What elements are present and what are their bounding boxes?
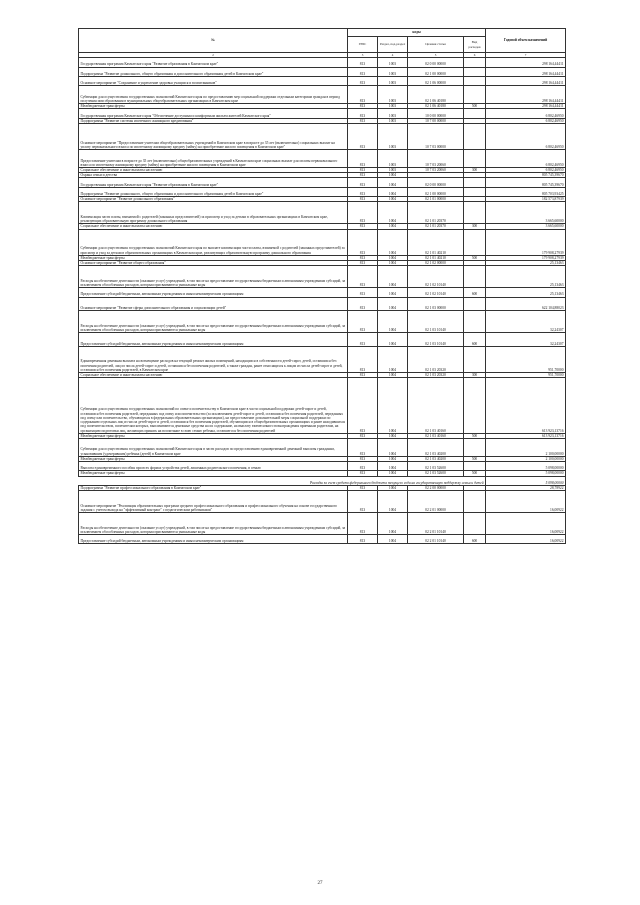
col-num: 2 [79,53,348,58]
row-vr-cell: 300 [464,167,486,172]
note-text: Расходы за счет средств федерального бюджета текущего года на государственную поддержку семьи и детей [310,480,484,485]
row-vr-cell [464,109,486,118]
row-razdel-cell: 1004 [378,372,408,377]
row-razdel-cell: 1004 [378,260,408,265]
row-cs-cell: 10 7 03 00000 [408,123,464,149]
col-num: 4 [378,53,408,58]
row-cs-cell: 10 7 03 20060 [408,150,464,168]
row-sum-cell: 182 573,87939 [486,197,566,202]
row-cs-cell: 02 1 02 10140 [408,288,464,297]
row-sum-cell: 6 802,46950 [486,109,566,118]
row-razdel-cell: 1004 [378,224,408,229]
row-sum-cell: 951,70000 [486,372,566,377]
row-razdel-cell: 1003 [378,86,408,104]
row-cs-cell: 02 1 03 20320 [408,346,464,372]
row-grbs-cell: 813 [348,346,378,372]
row-razdel-cell: 1004 [378,346,408,372]
row-vr-cell [464,67,486,76]
row-sum-cell: 622 104,88023 [486,297,566,311]
row-razdel-cell: 1004 [378,255,408,260]
row-sum-cell: 298 164,44411 [486,58,566,67]
row-razdel-cell: 1003 [378,123,408,149]
table-row [79,535,566,544]
row-grbs-cell: 813 [348,372,378,377]
row-razdel-cell: 1004 [378,438,408,456]
row-sum-cell: 298 164,44411 [486,86,566,104]
row-razdel-cell: 1004 [378,173,408,178]
table-row [79,109,566,118]
row-name-cell: Подпрограмма "Развитие профессионального образования в Камчатском крае" [79,485,348,490]
header-num: № [79,29,348,53]
row-sum-cell: 6 802,46950 [486,167,566,172]
row-name-cell: Выплата единовременного пособия при всех формах устройства детей, лишенных родительского попечения, в семью [79,461,348,470]
row-sum-cell: 179 908,27939 [486,255,566,260]
row-grbs-cell: 813 [348,297,378,311]
row-cs-cell: 02 1 03 00000 [408,297,464,311]
header-razdel: Раздел, под-раздел [378,37,408,53]
row-grbs-cell: 813 [348,378,378,434]
row-razdel-cell: 1004 [378,187,408,196]
table-row [79,76,566,85]
note-row [79,476,566,485]
row-name-cell: Субвенции для осуществления государственных полномочий Камчатского края по выплате компенсации части платы, взимаемой с родителей (законных представителей) за присмотр и уход за детьми в образовательных организациях в Камчатском крае, реализующих образовательную программу дошкольного образования [79,229,348,255]
table-header [79,29,566,58]
note-value: 5 098,00000 [486,476,566,485]
row-cs-cell: 02 2 01 00000 [408,491,464,513]
row-grbs-cell: 813 [348,229,378,255]
header-total: Годовой объем назначений [486,29,566,53]
row-grbs-cell: 813 [348,471,378,476]
row-name-cell: Субвенции для осуществления государственных полномочий по опеке и попечительству в Камчатском крае в части социальной поддержки детей-сирот и детей, оставшихся без попечения родителей, переданных под опеку или попечительство (за исключением детей-сирот и детей, оставшихся без попечения родителей, переданных под опеку или попечительство, обучающихся в федеральных образовательных организациях), на предоставление дополнительной меры социальной поддержки по содержанию отдельных лиц из числа детей-сирот и детей, оставшихся без попечения родителей, обучающихся в общеобразовательных организациях и ранее находившихся под попечительством, попечителям которых, выплачиваются денежные средства на их содержание, на выплату ежемесячного вознаграждения приемным родителям, на организацию подготовки лиц, желающих принять на воспитание в свою семью ребенка, оставшегося без попечения родителей [79,378,348,434]
row-razdel-cell: 1004 [378,535,408,544]
row-vr-cell: 500 [464,433,486,438]
row-grbs-cell: 813 [348,86,378,104]
row-razdel-cell: 1003 [378,58,408,67]
row-razdel-cell: 1003 [378,150,408,168]
row-name-cell: Предоставление субсидий бюджетным, автономным учреждениям и иным некоммерческим организациям [79,333,348,347]
row-razdel-cell: 1003 [378,104,408,109]
row-name-cell: Социальное обеспечение и иные выплаты населению [79,372,348,377]
row-vr-cell [464,438,486,456]
row-grbs-cell: 813 [348,202,378,224]
row-grbs-cell: 813 [348,461,378,470]
row-cs-cell: 02 2 01 10140 [408,513,464,535]
row-grbs-cell: 813 [348,67,378,76]
row-grbs-cell: 813 [348,173,378,178]
row-vr-cell [464,229,486,255]
row-grbs-cell: 813 [348,150,378,168]
row-vr-cell [464,86,486,104]
row-cs-cell: 02 1 06 40180 [408,86,464,104]
row-grbs-cell: 813 [348,485,378,490]
row-razdel-cell: 1003 [378,167,408,172]
row-vr-cell [464,513,486,535]
row-razdel-cell: 1004 [378,178,408,187]
row-vr-cell [464,187,486,196]
row-name-cell: Межбюджетные трансферты [79,433,348,438]
table-row [79,178,566,187]
row-sum-cell: 25,13463 [486,260,566,265]
row-name-cell: Основное мероприятие "Предоставление учителям общеобразовательных учреждений в Камчатском крае в возрасте до 35 лет (включительно) социальных выплат на уплату первоначального взноса по ипотечному жилищному кредиту (займу) на приобретение жилого помещения в Камчатском крае" [79,123,348,149]
row-cs-cell: 02 1 02 00000 [408,260,464,265]
row-razdel-cell: 1004 [378,471,408,476]
row-sum-cell: 805 703,93425 [486,187,566,196]
row-cs-cell: 02 1 01 20370 [408,224,464,229]
budget-table [78,28,566,544]
row-vr-cell [464,491,486,513]
row-vr-cell [464,202,486,224]
row-vr-cell: 500 [464,255,486,260]
row-name-cell: Основное мероприятие "Развитие дошкольного образования" [79,197,348,202]
row-sum-cell: 5 098,00000 [486,471,566,476]
row-grbs-cell: 813 [348,123,378,149]
row-sum-cell: 3 665,60000 [486,224,566,229]
table-row [79,187,566,196]
row-vr-cell: 500 [464,104,486,109]
row-vr-cell: 600 [464,333,486,347]
row-cs-cell: 02 1 03 10140 [408,333,464,347]
row-grbs-cell: 813 [348,438,378,456]
row-razdel-cell: 1004 [378,456,408,461]
row-vr-cell [464,178,486,187]
row-vr-cell [464,297,486,311]
table-row [79,123,566,149]
row-sum-cell: 2 100,00000 [486,456,566,461]
row-cs-cell: 02 1 01 40210 [408,229,464,255]
row-razdel-cell: 1004 [378,229,408,255]
row-name-cell: Государственная программа Камчатского края "Обеспечение доступным и комфортным жильем жителей Камчатского края" [79,109,348,118]
row-razdel-cell: 1004 [378,202,408,224]
row-razdel-cell: 1003 [378,109,408,118]
row-razdel-cell: 1004 [378,491,408,513]
row-sum-cell: 6 802,46950 [486,123,566,149]
col-num: 7 [486,53,566,58]
row-grbs-cell: 813 [348,288,378,297]
row-cs-cell: 02 2 00 00000 [408,485,464,490]
row-cs-cell: 02 1 03 20320 [408,372,464,377]
row-grbs-cell: 813 [348,266,378,288]
row-cs-cell: 02 1 03 10140 [408,311,464,333]
row-cs-cell: 02 1 03 40200 [408,456,464,461]
table-row [79,202,566,224]
row-name-cell: Межбюджетные трансферты [79,456,348,461]
row-vr-cell: 600 [464,288,486,297]
row-grbs-cell: 813 [348,178,378,187]
row-cs-cell: 02 1 03 40160 [408,433,464,438]
row-vr-cell: 500 [464,456,486,461]
row-sum-cell: 6 802,46950 [486,118,566,123]
table-row [79,67,566,76]
table-row [79,346,566,372]
row-cs-cell: 02 0 00 00000 [408,178,464,187]
row-sum-cell: 16,00922 [486,513,566,535]
row-vr-cell [464,461,486,470]
row-sum-cell: 805 745,39670 [486,173,566,178]
row-name-cell: Подпрограмма "Развитие системы ипотечного жилищного кредитования" [79,118,348,123]
table-row [79,297,566,311]
row-cs-cell: 02 1 03 40160 [408,378,464,434]
row-grbs-cell: 813 [348,513,378,535]
row-name-cell: Основное мероприятие "Сохранение и укрепление здоровья учащихся и воспитанников" [79,76,348,85]
row-cs-cell: 02 1 01 00000 [408,197,464,202]
row-name-cell: Предоставление субсидий бюджетным, автономным учреждениям и иным некоммерческим организациям [79,535,348,544]
row-cs-cell: 02 2 01 10140 [408,535,464,544]
row-name-cell: Субвенции для осуществления государственных полномочий Камчатского края по предоставлению мер социальной поддержки отдельным категориям граждан в период получения ими образования в муниципальных общеобразовательных организациях в Камчатском крае [79,86,348,104]
row-vr-cell: 300 [464,372,486,377]
row-grbs-cell: 813 [348,187,378,196]
row-sum-cell: 179 908,27939 [486,229,566,255]
row-vr-cell [464,346,486,372]
row-grbs-cell: 813 [348,104,378,109]
table-row [79,288,566,297]
row-razdel-cell: 1004 [378,297,408,311]
row-cs-cell: 02 1 03 52600 [408,461,464,470]
header-vr: Вид расходов [464,37,486,53]
row-razdel-cell: 1004 [378,485,408,490]
row-name-cell: Основное мероприятие "Реализация образовательных программ среднего профессионального образования и профессионального обучения на основе государственного задания с учетом выхода на "эффективный контракт" с педагогическим работниками" [79,491,348,513]
row-grbs-cell: 813 [348,118,378,123]
row-razdel-cell: 1004 [378,333,408,347]
row-name-cell: Предоставление учителям в возрасте до 35 лет (включительно) общеобразовательных учреждений в Камчатском крае социальных выплат для оплаты первоначального взноса по ипотечному жилищному кредиту (займу) на приобретение жилого помещения в Камчатском крае [79,150,348,168]
row-sum-cell: 298 164,44411 [486,104,566,109]
row-vr-cell [464,266,486,288]
row-razdel-cell: 1004 [378,433,408,438]
row-name-cell: Охрана семьи и детства [79,173,348,178]
row-name-cell: Единовременная денежная выплата на возмещение расходов на текущий ремонт жилых помещений, находящихся в собственности детей-сирот, детей, оставшихся без попечения родителей, лиц из числа детей-сирот и детей, оставшихся без попечения родителей, а также граждан, ранее относящихся к лицам из числа детей-сирот и детей, оставшихся без попечения родителей, в Камчатском крае [79,346,348,372]
row-grbs-cell: 813 [348,197,378,202]
row-cs-cell: 02 1 03 52600 [408,471,464,476]
row-sum-cell: 2 100,00000 [486,438,566,456]
row-sum-cell: 613 923,13716 [486,378,566,434]
row-grbs-cell: 813 [348,491,378,513]
row-grbs-cell: 813 [348,535,378,544]
row-razdel-cell: 1004 [378,266,408,288]
row-name-cell: Компенсация части платы, взимаемой с родителей (законных представителей) за присмотр и уход за детьми в образовательных организациях в Камчатском крае, реализующих образовательную программу дошкольного образования [79,202,348,224]
row-name-cell: Социальное обеспечение и иные выплаты населению [79,224,348,229]
row-razdel-cell: 1004 [378,197,408,202]
row-sum-cell: 28,78922 [486,485,566,490]
row-sum-cell: 298 164,44411 [486,67,566,76]
row-name-cell: Межбюджетные трансферты [79,471,348,476]
row-grbs-cell: 813 [348,224,378,229]
row-sum-cell: 5 098,00000 [486,461,566,470]
row-grbs-cell: 813 [348,255,378,260]
row-cs-cell: 02 1 06 40180 [408,104,464,109]
row-grbs-cell: 813 [348,260,378,265]
row-name-cell: Подпрограмма "Развитие дошкольного, общего образования и дополнительного образования детей в Камчатском крае" [79,67,348,76]
row-razdel-cell: 1004 [378,513,408,535]
row-sum-cell: 25,13463 [486,288,566,297]
row-name-cell: Подпрограмма "Развитие дошкольного, общего образования и дополнительного образования детей в Камчатском крае" [79,187,348,196]
row-sum-cell: 6 802,46950 [486,150,566,168]
col-num: 3 [348,53,378,58]
row-cs-cell: 02 1 06 00000 [408,76,464,85]
row-cs-cell: 02 1 03 40200 [408,438,464,456]
row-name-cell: Основное мероприятие "Развитие общего образования" [79,260,348,265]
row-vr-cell: 500 [464,471,486,476]
row-razdel-cell: 1004 [378,461,408,470]
row-vr-cell: 600 [464,535,486,544]
table-row [79,333,566,347]
table-row [79,58,566,67]
col-num: 5 [408,53,464,58]
row-razdel-cell: 1004 [378,311,408,333]
row-razdel-cell: 1003 [378,118,408,123]
row-sum-cell: 32,24307 [486,333,566,347]
table-row [79,513,566,535]
row-cs-cell: 02 1 00 00000 [408,67,464,76]
row-grbs-cell: 813 [348,109,378,118]
row-razdel-cell: 1003 [378,67,408,76]
row-razdel-cell: 1004 [378,378,408,434]
row-sum-cell: 25,13463 [486,266,566,288]
row-cs-cell: 10 7 03 20060 [408,167,464,172]
row-cs-cell: 02 1 00 00000 [408,187,464,196]
budget-table-container [78,28,565,544]
row-grbs-cell: 813 [348,433,378,438]
row-name-cell: Основное мероприятие "Развитие сферы дополнительного образования и социализации детей" [79,297,348,311]
row-sum-cell: 298 164,44411 [486,76,566,85]
table-row [79,150,566,168]
page-number: 27 [317,881,323,886]
row-cs-cell: 02 1 01 40210 [408,255,464,260]
row-cs-cell: 02 1 02 10140 [408,266,464,288]
header-grbs: ГРБС [348,37,378,53]
row-name-cell: Субвенции для осуществления государственных полномочий Камчатского края в части расходов по предоставлению единовременной денежной выплаты гражданам, усыновившим (удочерившим) ребенка (детей) в Камчатском крае [79,438,348,456]
row-sum-cell: 16,00922 [486,535,566,544]
row-vr-cell [464,311,486,333]
row-vr-cell [464,378,486,434]
row-sum-cell: 613 923,13716 [486,433,566,438]
table-row [79,229,566,255]
row-name-cell: Межбюджетные трансферты [79,104,348,109]
row-name-cell: Государственная программа Камчатского края "Развитие образования в Камчатском крае" [79,58,348,67]
row-name-cell: Расходы на обеспечение деятельности (оказание услуг) учреждений, в том числе на предоставление государственным бюджетным и автономным учреждениям субсидий, за исключением обособленных расходов, которым присваиваются уникальные коды [79,266,348,288]
col-num: 6 [464,53,486,58]
row-cs-cell: 02 1 01 20370 [408,202,464,224]
row-name-cell: Расходы на обеспечение деятельности (оказание услуг) учреждений, в том числе на предоставление государственным бюджетным и автономным учреждениям субсидий, за исключением обособленных расходов, которым присваиваются уникальные коды [79,311,348,333]
header-codes: коды [348,29,486,37]
table-row [79,438,566,456]
row-sum-cell: 32,24307 [486,311,566,333]
row-name-cell: Предоставление субсидий бюджетным, автономным учреждениям и иным некоммерческим организациям [79,288,348,297]
row-grbs-cell: 813 [348,311,378,333]
row-grbs-cell: 813 [348,456,378,461]
row-sum-cell: 951,70000 [486,346,566,372]
row-name-cell: Государственная программа Камчатского края "Развитие образования в Камчатском крае" [79,178,348,187]
row-sum-cell: 3 665,60000 [486,202,566,224]
header-cs: Целевая статья [408,37,464,53]
row-name-cell: Расходы на обеспечение деятельности (оказание услуг) учреждений, в том числе на предоставление государственным бюджетным и автономным учреждениям субсидий, за исключением обособленных расходов, которым присваиваются уникальные коды [79,513,348,535]
row-sum-cell: 805 745,39670 [486,178,566,187]
row-vr-cell [464,58,486,67]
table-body [79,58,566,544]
row-cs-cell: 02 0 00 00000 [408,58,464,67]
table-row [79,266,566,288]
table-row [79,86,566,104]
row-cs-cell: 10 0 00 00000 [408,109,464,118]
row-vr-cell [464,150,486,168]
row-cs-cell: 10 7 00 00000 [408,118,464,123]
row-sum-cell: 16,00922 [486,491,566,513]
table-row [79,461,566,470]
table-row [79,378,566,434]
row-vr-cell: 300 [464,224,486,229]
table-row [79,491,566,513]
row-grbs-cell: 813 [348,76,378,85]
row-vr-cell [464,123,486,149]
row-grbs-cell: 813 [348,58,378,67]
row-razdel-cell: 1003 [378,76,408,85]
row-name-cell: Межбюджетные трансферты [79,255,348,260]
table-row [79,311,566,333]
row-grbs-cell: 813 [348,167,378,172]
row-razdel-cell: 1004 [378,288,408,297]
row-vr-cell [464,76,486,85]
row-name-cell: Социальное обеспечение и иные выплаты населению [79,167,348,172]
row-grbs-cell: 813 [348,333,378,347]
